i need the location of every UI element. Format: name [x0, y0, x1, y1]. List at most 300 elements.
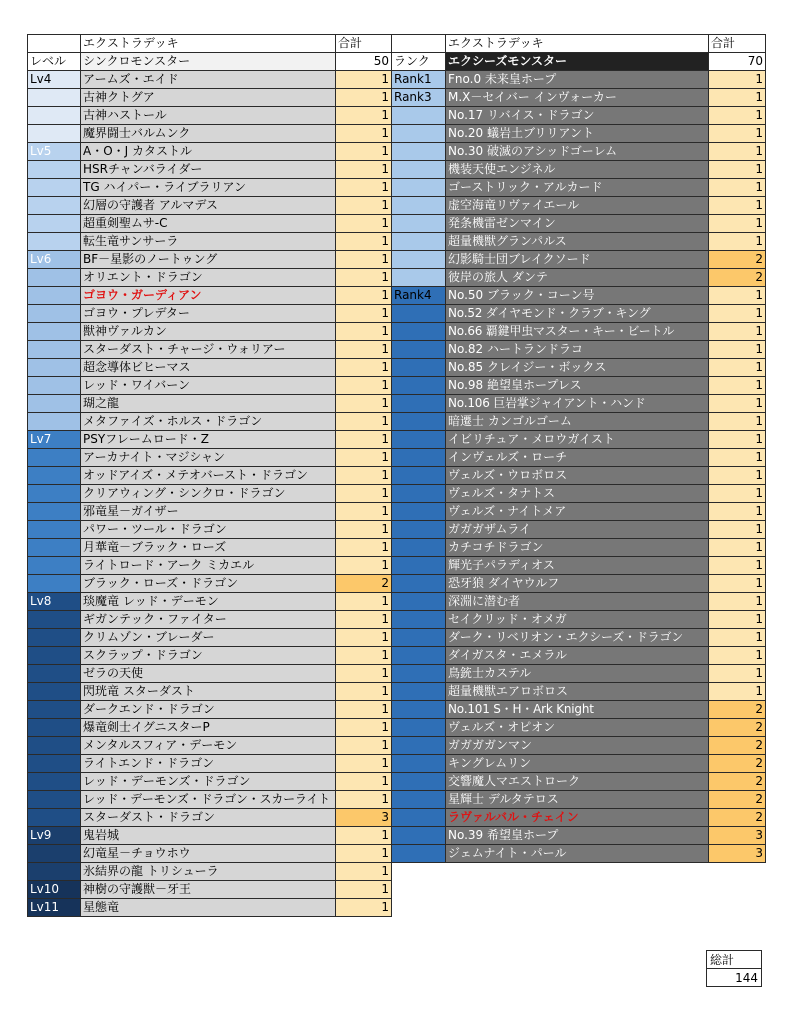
monster-name: BF－星影のノートゥング: [81, 251, 336, 269]
synchro-row: [28, 251, 392, 269]
quantity: 1: [336, 629, 392, 647]
rank-cell: [392, 449, 446, 467]
synchro-row: [28, 521, 392, 539]
monster-name: 超重剣聖ムサ-C: [81, 215, 336, 233]
level-cell: [28, 179, 81, 197]
monster-name: オリエント・ドラゴン: [81, 269, 336, 287]
synchro-row: [28, 575, 392, 593]
synchro-row: [28, 359, 392, 377]
monster-name: 魔界闘士バルムンク: [81, 125, 336, 143]
rank-cell: [392, 719, 446, 737]
xyz-row: [392, 89, 766, 107]
quantity: 1: [709, 359, 766, 377]
xyz-row: [392, 107, 766, 125]
level-cell: [28, 341, 81, 359]
monster-name: 氷結界の龍 トリシューラ: [81, 863, 336, 881]
quantity: 1: [709, 197, 766, 215]
xyz-row: [392, 179, 766, 197]
quantity: 2: [336, 575, 392, 593]
quantity: 1: [709, 179, 766, 197]
monster-name: No.52 ダイヤモンド・クラブ・キング: [446, 305, 709, 323]
xyz-row: [392, 845, 766, 863]
quantity: 2: [709, 809, 766, 827]
synchro-row: [28, 899, 392, 917]
synchro-row: [28, 161, 392, 179]
monster-name: 鬼岩城: [81, 827, 336, 845]
level-cell: Lv10: [28, 881, 81, 899]
synchro-row: [28, 413, 392, 431]
monster-name: ゴヨウ・プレデター: [81, 305, 336, 323]
level-cell: Lv9: [28, 827, 81, 845]
xyz-row: [392, 503, 766, 521]
rank-cell: [392, 341, 446, 359]
monster-name: 超量機獣エアロボロス: [446, 683, 709, 701]
level-cell: [28, 863, 81, 881]
synchro-row: [28, 809, 392, 827]
monster-name: クリアウィング・シンクロ・ドラゴン: [81, 485, 336, 503]
monster-name: No.98 絶望皇ホープレス: [446, 377, 709, 395]
level-cell: [28, 773, 81, 791]
xyz-row: [392, 647, 766, 665]
rank-cell: [392, 359, 446, 377]
rank-cell: [392, 161, 446, 179]
monster-name: ゴヨウ・ガーディアン: [81, 287, 336, 305]
xyz-row: [392, 125, 766, 143]
monster-name: M.X－セイバー インヴォーカー: [446, 89, 709, 107]
quantity: 1: [336, 269, 392, 287]
xyz-row: [392, 341, 766, 359]
monster-name: 輝光子パラディオス: [446, 557, 709, 575]
monster-name: 古神クトグア: [81, 89, 336, 107]
monster-name: ヴェルズ・ウロボロス: [446, 467, 709, 485]
monster-name: オッドアイズ・メテオバースト・ドラゴン: [81, 467, 336, 485]
quantity: 1: [709, 413, 766, 431]
level-cell: [28, 737, 81, 755]
rank-cell: [392, 629, 446, 647]
synchro-row: [28, 395, 392, 413]
level-cell: [28, 791, 81, 809]
quantity: 1: [709, 611, 766, 629]
quantity: 1: [336, 395, 392, 413]
quantity: 1: [709, 539, 766, 557]
synchro-row: [28, 755, 392, 773]
monster-name: 交響魔人マエストローク: [446, 773, 709, 791]
level-cell: [28, 323, 81, 341]
quantity: 2: [709, 773, 766, 791]
quantity: 1: [336, 251, 392, 269]
quantity: 1: [336, 161, 392, 179]
quantity: 1: [336, 323, 392, 341]
rank-cell: [392, 395, 446, 413]
xyz-row: [392, 665, 766, 683]
quantity: 1: [709, 125, 766, 143]
synchro-row: [28, 629, 392, 647]
xyz-row: [392, 287, 766, 305]
level-cell: [28, 611, 81, 629]
level-cell: Lv6: [28, 251, 81, 269]
synchro-row: [28, 179, 392, 197]
monster-name: 爆竜剣士イグニスターP: [81, 719, 336, 737]
synchro-row: [28, 467, 392, 485]
quantity: 1: [709, 107, 766, 125]
monster-name: カチコチドラゴン: [446, 539, 709, 557]
synchro-row: [28, 503, 392, 521]
monster-name: ヴェルズ・オピオン: [446, 719, 709, 737]
level-cell: [28, 161, 81, 179]
xyz-row: [392, 251, 766, 269]
synchro-row: [28, 107, 392, 125]
rank-cell: Rank4: [392, 287, 446, 305]
header-row: [28, 35, 392, 53]
monster-name: 幻影騎士団ブレイクソード: [446, 251, 709, 269]
xyz-total: 70: [709, 53, 766, 71]
monster-name: No.82 ハートランドラコ: [446, 341, 709, 359]
quantity: 1: [709, 89, 766, 107]
monster-name: ライトロード・アーク ミカエル: [81, 557, 336, 575]
monster-name: ガガガガンマン: [446, 737, 709, 755]
quantity: 1: [709, 305, 766, 323]
quantity: 2: [709, 701, 766, 719]
xyz-row: [392, 377, 766, 395]
synchro-row: [28, 863, 392, 881]
quantity: 1: [336, 89, 392, 107]
quantity: 1: [336, 593, 392, 611]
quantity: 1: [709, 485, 766, 503]
monster-name: 幻竜星－チョウホウ: [81, 845, 336, 863]
synchro-row: [28, 341, 392, 359]
xyz-row: [392, 143, 766, 161]
xyz-row: [392, 809, 766, 827]
monster-name: ガガガザムライ: [446, 521, 709, 539]
monster-name: インヴェルズ・ローチ: [446, 449, 709, 467]
rank-cell: [392, 683, 446, 701]
quantity: 3: [709, 827, 766, 845]
synchro-table: [27, 34, 392, 917]
quantity: 1: [336, 413, 392, 431]
level-cell: [28, 377, 81, 395]
monster-name: 発条機雷ゼンマイン: [446, 215, 709, 233]
monster-name: メタファイズ・ホルス・ドラゴン: [81, 413, 336, 431]
monster-name: ゼラの天使: [81, 665, 336, 683]
level-cell: [28, 197, 81, 215]
level-cell: [28, 269, 81, 287]
monster-name: 転生竜サンサーラ: [81, 233, 336, 251]
xyz-row: [392, 323, 766, 341]
quantity: 1: [709, 233, 766, 251]
quantity: 2: [709, 269, 766, 287]
rank-cell: Rank1: [392, 71, 446, 89]
level-cell: [28, 467, 81, 485]
quantity: 1: [709, 323, 766, 341]
xyz-row: [392, 737, 766, 755]
synchro-row: [28, 377, 392, 395]
synchro-row: [28, 881, 392, 899]
xyz-row: [392, 485, 766, 503]
level-cell: [28, 539, 81, 557]
xyz-row: [392, 701, 766, 719]
synchro-row: [28, 143, 392, 161]
level-cell: Lv7: [28, 431, 81, 449]
quantity: 1: [336, 539, 392, 557]
rank-cell: [392, 809, 446, 827]
xyz-row: [392, 791, 766, 809]
rank-cell: [392, 197, 446, 215]
quantity: 1: [336, 503, 392, 521]
quantity: 1: [709, 503, 766, 521]
rank-cell: [392, 755, 446, 773]
column-header-total: 合計: [336, 35, 392, 53]
column-header-extra-deck: エクストラデッキ: [81, 35, 336, 53]
rank-cell: [392, 791, 446, 809]
level-cell: [28, 413, 81, 431]
rank-cell: [392, 413, 446, 431]
rank-cell: [392, 539, 446, 557]
quantity: 2: [709, 737, 766, 755]
xyz-row: [392, 683, 766, 701]
monster-name: 超量機獣グランパルス: [446, 233, 709, 251]
monster-name: 邪竜星－ガイザー: [81, 503, 336, 521]
monster-name: 月華竜－ブラック・ローズ: [81, 539, 336, 557]
xyz-row: [392, 215, 766, 233]
quantity: 1: [336, 341, 392, 359]
synchro-row: [28, 683, 392, 701]
quantity: 1: [336, 143, 392, 161]
level-cell: [28, 359, 81, 377]
monster-name: アーカナイト・マジシャン: [81, 449, 336, 467]
synchro-row: [28, 665, 392, 683]
quantity: 1: [336, 359, 392, 377]
quantity: 1: [336, 125, 392, 143]
monster-name: 瑚之龍: [81, 395, 336, 413]
monster-name: スクラップ・ドラゴン: [81, 647, 336, 665]
quantity: 3: [336, 809, 392, 827]
level-cell: [28, 287, 81, 305]
quantity: 1: [336, 71, 392, 89]
monster-name: No.39 希望皇ホープ: [446, 827, 709, 845]
synchro-row: [28, 611, 392, 629]
synchro-row: [28, 791, 392, 809]
synchro-row: [28, 773, 392, 791]
monster-name: 琰魔竜 レッド・デーモン: [81, 593, 336, 611]
quantity: 1: [336, 881, 392, 899]
monster-name: イビリチュア・メロウガイスト: [446, 431, 709, 449]
rank-cell: [392, 215, 446, 233]
summary-row: [392, 53, 766, 71]
monster-name: No.17 リバイス・ドラゴン: [446, 107, 709, 125]
quantity: 1: [336, 773, 392, 791]
monster-name: ライトエンド・ドラゴン: [81, 755, 336, 773]
xyz-row: [392, 611, 766, 629]
monster-name: 獣神ヴァルカン: [81, 323, 336, 341]
monster-name: PSYフレームロード・Ζ: [81, 431, 336, 449]
level-cell: [28, 449, 81, 467]
level-cell: [28, 575, 81, 593]
rank-cell: [392, 377, 446, 395]
synchro-row: [28, 215, 392, 233]
monster-name: Fno.0 未来皇ホープ: [446, 71, 709, 89]
quantity: 1: [709, 287, 766, 305]
synchro-monster-heading: シンクロモンスター: [81, 53, 336, 71]
quantity: 1: [336, 791, 392, 809]
rank-cell: [392, 773, 446, 791]
quantity: 1: [336, 467, 392, 485]
rank-cell: [392, 467, 446, 485]
rank-cell: [392, 521, 446, 539]
grand-total-box: [706, 950, 762, 987]
rank-cell: [392, 107, 446, 125]
quantity: 1: [709, 629, 766, 647]
level-cell: [28, 557, 81, 575]
level-cell: [28, 719, 81, 737]
monster-name: メンタルスフィア・デーモン: [81, 737, 336, 755]
monster-name: 神樹の守護獣－牙王: [81, 881, 336, 899]
quantity: 3: [709, 845, 766, 863]
level-cell: [28, 233, 81, 251]
monster-name: 鳥銃士カステル: [446, 665, 709, 683]
quantity: 1: [336, 647, 392, 665]
quantity: 1: [336, 377, 392, 395]
level-cell: [28, 701, 81, 719]
monster-name: 星輝士 デルタテロス: [446, 791, 709, 809]
synchro-row: [28, 323, 392, 341]
quantity: 2: [709, 755, 766, 773]
monster-name: No.20 蟻岩土ブリリアント: [446, 125, 709, 143]
xyz-row: [392, 521, 766, 539]
quantity: 1: [336, 215, 392, 233]
monster-name: スターダスト・チャージ・ウォリアー: [81, 341, 336, 359]
rank-cell: [392, 575, 446, 593]
quantity: 2: [709, 791, 766, 809]
level-cell: [28, 305, 81, 323]
synchro-row: [28, 647, 392, 665]
monster-name: アームズ・エイド: [81, 71, 336, 89]
monster-name: ゴーストリック・アルカード: [446, 179, 709, 197]
synchro-total: 50: [336, 53, 392, 71]
quantity: 1: [336, 737, 392, 755]
rank-cell: [392, 323, 446, 341]
level-cell: [28, 521, 81, 539]
monster-name: ヴェルズ・タナトス: [446, 485, 709, 503]
synchro-row: [28, 539, 392, 557]
monster-name: ダークエンド・ドラゴン: [81, 701, 336, 719]
monster-name: No.106 巨岩掌ジャイアント・ハンド: [446, 395, 709, 413]
monster-name: A・O・J カタストル: [81, 143, 336, 161]
rank-cell: [392, 431, 446, 449]
synchro-row: [28, 827, 392, 845]
monster-name: ダイガスタ・エメラル: [446, 647, 709, 665]
rank-cell: [392, 557, 446, 575]
quantity: 1: [336, 197, 392, 215]
xyz-row: [392, 359, 766, 377]
quantity: 1: [336, 521, 392, 539]
quantity: 1: [336, 485, 392, 503]
monster-name: HSRチャンバライダー: [81, 161, 336, 179]
xyz-row: [392, 413, 766, 431]
xyz-row: [392, 71, 766, 89]
rank-cell: [392, 143, 446, 161]
quantity: 1: [709, 431, 766, 449]
monster-name: No.50 ブラック・コーン号: [446, 287, 709, 305]
quantity: 1: [336, 287, 392, 305]
xyz-row: [392, 827, 766, 845]
xyz-row: [392, 755, 766, 773]
rank-cell: [392, 665, 446, 683]
column-header-extra-deck: エクストラデッキ: [446, 35, 709, 53]
monster-name: 星態竜: [81, 899, 336, 917]
rank-cell: [392, 179, 446, 197]
xyz-row: [392, 467, 766, 485]
synchro-row: [28, 737, 392, 755]
xyz-row: [392, 629, 766, 647]
quantity: 1: [709, 377, 766, 395]
rank-cell: [392, 647, 446, 665]
level-cell: [28, 485, 81, 503]
level-cell: [28, 845, 81, 863]
xyz-row: [392, 395, 766, 413]
rank-cell: [392, 503, 446, 521]
grand-total-label: 総計: [707, 951, 762, 969]
quantity: 1: [336, 557, 392, 575]
monster-name: レッド・デーモンズ・ドラゴン: [81, 773, 336, 791]
synchro-row: [28, 701, 392, 719]
monster-name: スターダスト・ドラゴン: [81, 809, 336, 827]
rank-cell: [392, 827, 446, 845]
monster-name: ラヴァルバル・チェイン: [446, 809, 709, 827]
xyz-row: [392, 431, 766, 449]
quantity: 1: [709, 449, 766, 467]
rank-cell: [392, 701, 446, 719]
synchro-row: [28, 431, 392, 449]
quantity: 1: [709, 683, 766, 701]
quantity: 1: [709, 593, 766, 611]
level-cell: [28, 107, 81, 125]
level-cell: Lv8: [28, 593, 81, 611]
quantity: 1: [336, 755, 392, 773]
quantity: 1: [336, 899, 392, 917]
quantity: 1: [709, 575, 766, 593]
level-cell: [28, 125, 81, 143]
monster-name: ジェムナイト・パール: [446, 845, 709, 863]
grand-total-value: 144: [707, 969, 762, 987]
level-cell: [28, 683, 81, 701]
synchro-row: [28, 557, 392, 575]
synchro-row: [28, 89, 392, 107]
level-cell: [28, 89, 81, 107]
quantity: 1: [336, 683, 392, 701]
quantity: 1: [709, 395, 766, 413]
monster-name: キングレムリン: [446, 755, 709, 773]
monster-name: 虚空海竜リヴァイエール: [446, 197, 709, 215]
monster-name: ギガンテック・ファイター: [81, 611, 336, 629]
blank-header-cell: [392, 35, 446, 53]
xyz-row: [392, 593, 766, 611]
rank-cell: Rank3: [392, 89, 446, 107]
rank-cell: [392, 125, 446, 143]
quantity: 1: [336, 305, 392, 323]
level-cell: [28, 629, 81, 647]
synchro-row: [28, 71, 392, 89]
monster-name: クリムゾン・ブレーダー: [81, 629, 336, 647]
monster-name: No.85 クレイジー・ボックス: [446, 359, 709, 377]
quantity: 1: [336, 719, 392, 737]
level-cell: [28, 755, 81, 773]
monster-name: ダーク・リベリオン・エクシーズ・ドラゴン: [446, 629, 709, 647]
rank-cell: [392, 611, 446, 629]
quantity: 1: [336, 107, 392, 125]
quantity: 1: [709, 143, 766, 161]
rank-cell: [392, 593, 446, 611]
level-cell: [28, 395, 81, 413]
